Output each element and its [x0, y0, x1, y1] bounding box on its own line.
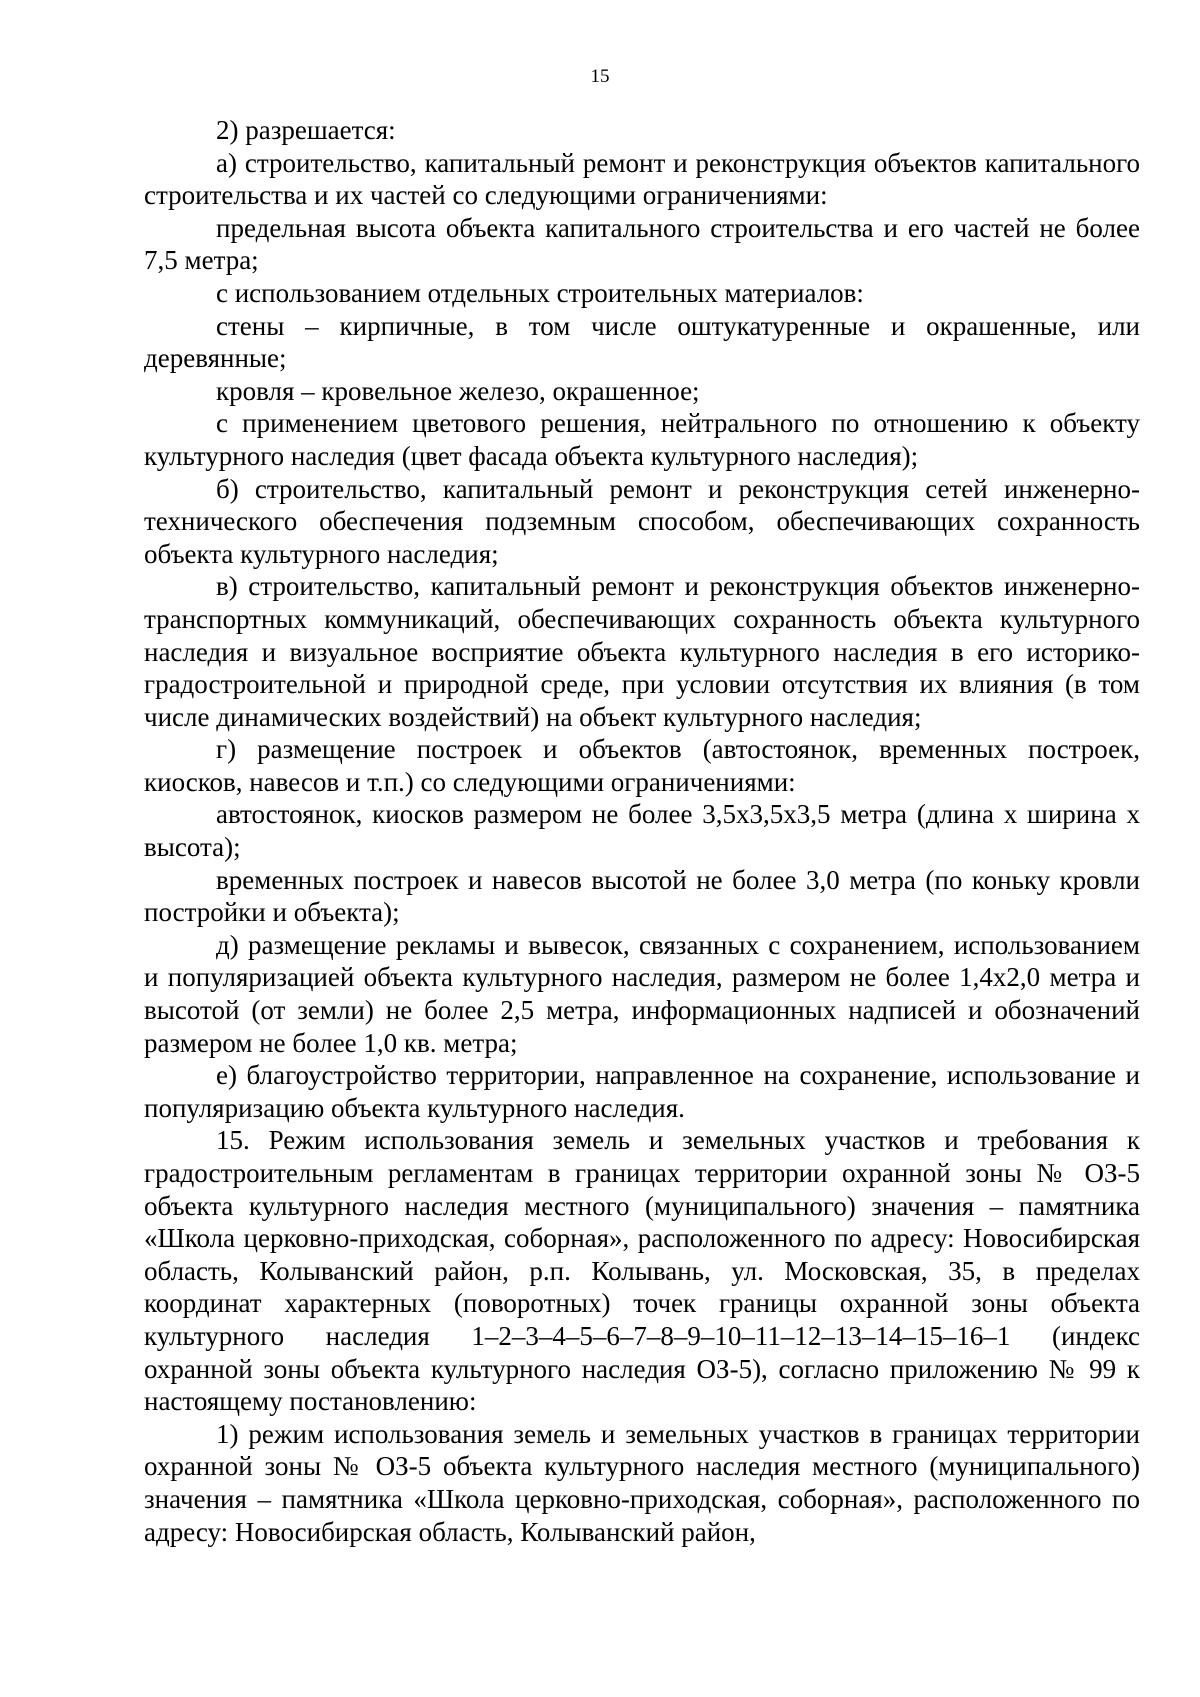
- paragraph: временных построек и навесов высотой не более 3,0 метра (по коньку кровли постройки и объекта);: [144, 864, 1140, 928]
- paragraph: 1) режим использования земель и земельных участков в границах территории охранной зоны № ОЗ-5 объекта культурного наследия местного (муниципального) значения – памятника «Школа церковно-приходская, соборная», расположенного по адресу: Новосибирская область, Колыванский район,: [144, 1418, 1140, 1547]
- paragraph: а) строительство, капитальный ремонт и реконструкция объектов капитального строительства и их частей со следующими ограничениями:: [144, 147, 1140, 211]
- paragraph: в) строительство, капитальный ремонт и реконструкция объектов инженерно-транспортных коммуникаций, обеспечивающих сохранность объекта культурного наследия и визуальное восприятие объекта культурного наследия в его историко-градостроительной и природной среде, при условии отсутствия их влияния (в том числе динамических воздействий) на объект культурного наследия;: [144, 571, 1140, 732]
- document-body: [144, 114, 1140, 1548]
- paragraph: с использованием отдельных строительных материалов:: [216, 277, 864, 308]
- paragraph: стены – кирпичные, в том числе оштукатуренные и окрашенные, или деревянные;: [144, 310, 1140, 374]
- paragraph: с применением цветового решения, нейтрального по отношению к объекту культурного наследия (цвет фасада объекта культурного наследия);: [144, 408, 1140, 471]
- paragraph: е) благоустройство территории, направленное на сохранение, использование и популяризацию объекта культурного наследия.: [144, 1060, 1140, 1123]
- paragraph: д) размещение рекламы и вывесок, связанных с сохранением, использованием и популяризацией объекта культурного наследия, размером не более 1,4x2,0 метра и высотой (от земли) не более 2,5 метра, информационных надписей и обозначений размером не более 1,0 кв. метра;: [144, 929, 1140, 1058]
- page-number: 15: [590, 66, 610, 87]
- paragraph: г) размещение построек и объектов (автостоянок, временных построек, киосков, навесов и т.п.) со следующими ограничениями:: [144, 734, 1140, 797]
- paragraph: предельная высота объекта капитального строительства и его частей не более 7,5 метра;: [144, 212, 1140, 276]
- paragraph: 2) разрешается:: [216, 115, 396, 145]
- paragraph: кровля – кровельное железо, окрашенное;: [216, 375, 700, 406]
- paragraph: 15. Режим использования земель и земельных участков и требования к градостроительным регламентам в границах территории охранной зоны № ОЗ-5 объекта культурного наследия местного (муниципального) значения – памятника «Школа церковно-приходская, соборная», расположенного по адресу: Новосибирская область, Колыванский район, р.п. Колывань, ул. Московская, 35, в пределах координат характерных (поворотных) точек границы охранной зоны объекта культурного наследия 1–2–3–4–5–6–7–8–9–10–11–12–13–14–15–16–1 (индекс охранной зоны объекта культурного наследия ОЗ-5), согласно приложению № 99 к настоящему постановлению:: [144, 1125, 1140, 1417]
- paragraph: б) строительство, капитальный ремонт и реконструкция сетей инженерно-технического обеспечения подземным способом, обеспечивающих сохранность объекта культурного наследия;: [144, 473, 1140, 569]
- paragraph: автостоянок, киосков размером не более 3,5x3,5x3,5 метра (длина x ширина x высота);: [144, 799, 1140, 863]
